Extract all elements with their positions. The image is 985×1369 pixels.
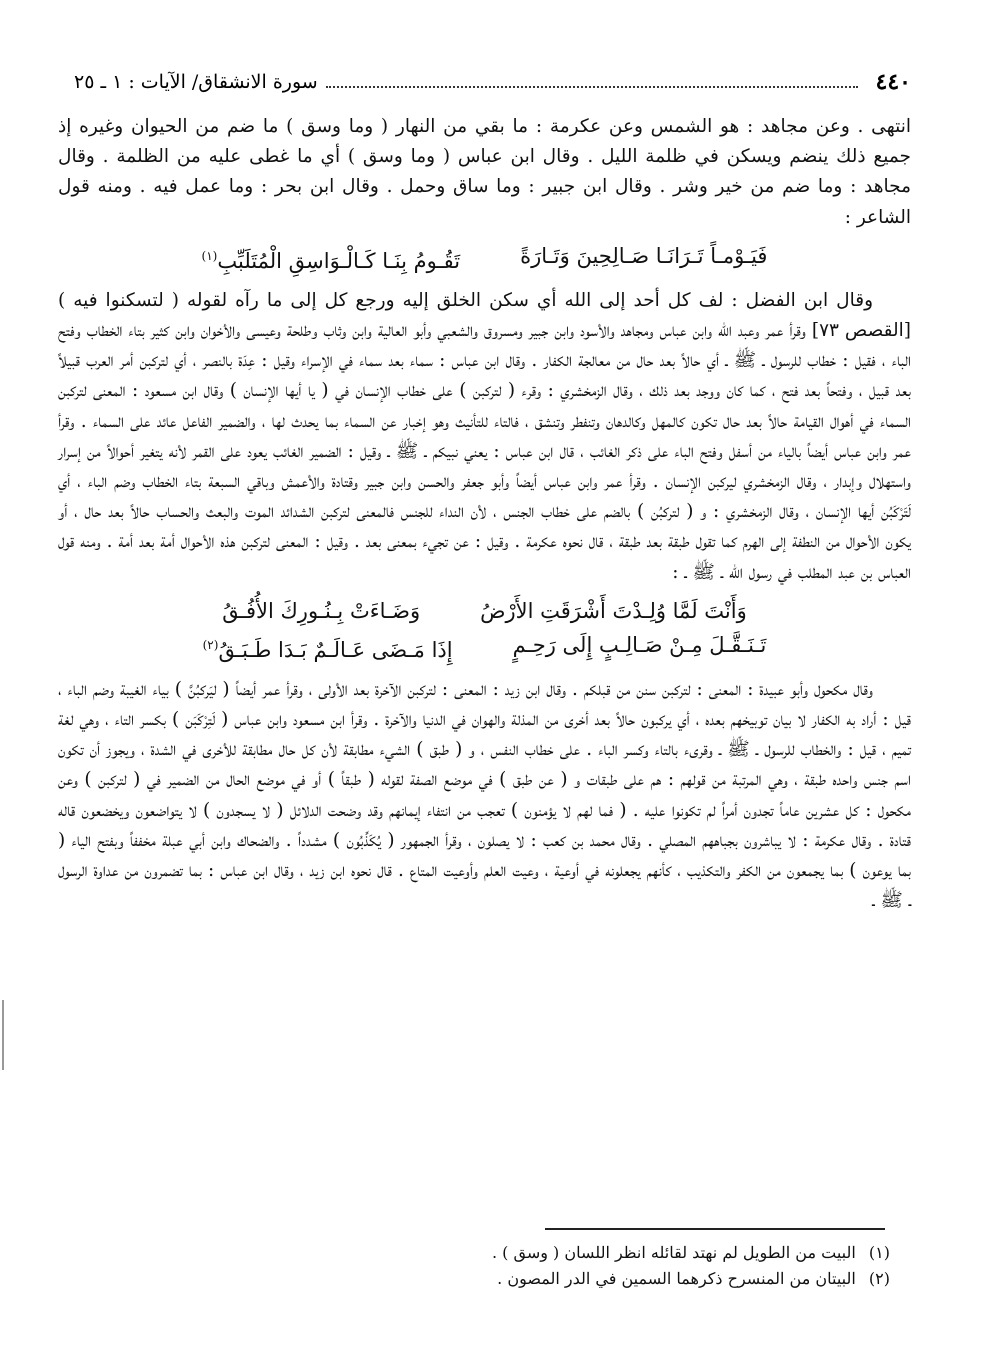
poetry-verse-2-line-2 bbox=[58, 628, 911, 667]
verse-2-line-2-left-text: إِذَا مَـضَى عَـالَـمٌ بَـدَا طَـبَـقُ bbox=[218, 637, 453, 662]
paragraph-3: وقال مكحول وأبو عبيدة : المعنى : لتركبن سنن من قبلكم . وقال ابن زيد : المعنى : لتركبن الآخرة بعد الأولى ، وقرأ عمر أيضاً ( ليَركبُنَّ ) بياء الغيبة وضم الباء ، قيل : أراد به الكفار لا بيان توبيخهم بعده ، أي يركبون حالاً بعد أخرى من المذلة والهوان في الدنيا والآخرة . وقرأ ابن مسعود وابن عباس ( لَتِرْكَبَن ) بكسر التاء ، وهي لغة تميم ، قيل : والخطاب للرسول ـ ﷺ ـ وقرىء بالتاء وكسر الباء . على خطاب النفس ، و ( طبق ) الشيء مطابقة لأن كل حال مطابقة للأخرى في الشدة ، ويجوز أن تكون اسم جنس واحده طبقة ، وهي المرتبة من قولهم : هم على طبقات و ( عن طبق ) في موضع الصفة لقوله ( طبقاً ) أو في موضع الحال من الضمير في ( لتركبن ) وعن مكحول : كل عشرين عاماً تجدون أمراً لم تكونوا عليه . ( فما لهم لا يؤمنون ) تعجب من انتفاء إيمانهم وقد وضحت الدلائل ( لا يسجدون ) لا يتواضعون ويخضعون قاله قتادة . وقال عكرمة : لا يباشرون بجباههم المصلي . وقال محمد بن كعب : لا يصلون ، وقرأ الجمهور ( يُكَذِّبُون ) مشدداً . والضحاك وابن أبي عبلة مخففاً وبفتح الياء ( بما يوعون ) بما يجمعون من الكفر والتكذيب ، كأنهم يجعلونه في أوعية ، وعيت العلم وأوعيت المتاع . قال نحوه ابن زيد ، وقال ابن عباس : بما تضمرون من عداوة الرسول ـ ﷺ ـ bbox=[58, 678, 911, 912]
page-number: ٤٤٠ bbox=[875, 69, 911, 95]
verse-2-line-1-right: وَأَنْتَ لَمَّا وُلِـدْتَ أَشْرَقَتِ الأَرْضُ bbox=[480, 598, 747, 623]
footnote-2 bbox=[300, 1266, 890, 1292]
verse-2-line-2-right: تَـنَـقَّـلَ مِـنْ صَـالِـبٍ إِلَى رَحِـمٍ bbox=[512, 632, 767, 657]
scan-edge-mark bbox=[2, 1000, 4, 1070]
verse-1-second-hemistich bbox=[202, 239, 461, 278]
footnote-1-number: (١) bbox=[868, 1243, 890, 1262]
header-dotted-leader bbox=[326, 85, 858, 88]
verse-2-line-2-left bbox=[203, 628, 453, 667]
footnote-marker-2: (٢) bbox=[202, 637, 219, 652]
footnotes bbox=[300, 1240, 890, 1292]
verse-2-line-1-left: وَضَـاءَتْ بِـنُـورِكَ الأُفُـقُ bbox=[222, 598, 421, 623]
footnote-1 bbox=[300, 1240, 890, 1266]
verse-1-second-hemistich-text: تَقُـومُ بِنَـا كَـالْـوَاسِقِ الْمُتَلَبِّبِ bbox=[217, 248, 461, 273]
footnote-marker-1: (١) bbox=[201, 248, 218, 263]
footnote-2-number: (٢) bbox=[868, 1269, 890, 1288]
poetry-verse-2-line-1 bbox=[58, 594, 911, 628]
surah-title: سورة الانشقاق/ الآيات : ١ ـ ٢٥ bbox=[74, 71, 318, 93]
footnote-2-text: البيتان من المنسرح ذكرهما السمين في الدر المصون . bbox=[497, 1269, 856, 1288]
footnote-1-text: البيت من الطويل لم نهتد لقائله انظر اللسان ( وسق ) . bbox=[491, 1243, 856, 1262]
paragraph-2: وقال ابن الفضل : لف كل أحد إلى الله أي سكن الخلق إليه ورجع كل إلى ما رآه لقوله ( لتسكنوا فيه ) [القصص ٧٣] وقرأ عمر وعبد الله وابن عباس ومجاهد والأسود وابن جبير ومسروق والشعبي وأبو العالية وابن وثاب وطلحة وعيسى والأخوان وابن كثير بتاء الخطاب وفتح الباء ، فقيل : خطاب للرسول ـ ﷺ ـ أي حالاً بعد حال من معالجة الكفار . وقال ابن عباس : سماء بعد سماء في الإسراء وقيل : عِدَة بالنصر ، أي لتركبن أمر العرب قبيلاً بعد قبيل ، وفتحاً بعد فتح ، كما كان ووجد بعد ذلك ، وقال الزمخشري : وقرء ( لتركبن ) على خطاب الإنسان في ( يا أيها الإنسان ) وقال ابن مسعود : المعنى لتركبن السماء في أهوال القيامة حالاً بعد حال تكون كالمهل وكالدهان وتنفطر وتنشق ، فالتاء للتأنيث وهو إخبار عن السماء بما يحدث لها ، والضمير الفاعل عائد على السماء . وقرأ عمر وابن عباس أيضاً بالياء من أسفل وفتح الباء على ذكر الغائب ، قال ابن عباس : يعني نبيكم ـ ﷺ ـ وقيل : الضمير الغائب يعود على القمر لأنه يتغير أحوالاً من إسرار واستهلال وإبدار ، وقال الزمخشري ليركبن الإنسان . وقرأ عمر وابن عباس أيضاً وأبو جعفر والحسن وابن جبير وقتادة والأعمش وباقي السبعة بتاء الخطاب وضم الباء ، أي لَتَرْكَبُن أيها الإنسان ، وقال الزمخشري : و ( لتركبُن ) بالضم على خطاب الجنس ، لأن النداء للجنس فالمعنى لتركبن الشدائد الموت والبعث والحساب حالاً بعد حال ، أو يكون الأحوال من النطفة إلى الهرم كما تقول طبقة بعد طبقة ، قال نحوه عكرمة . وقيل : عن تجيء بمعنى بعد . وقيل : المعنى لتركبن هذه الأحوال أمة بعد أمة . ومنه قول العباس بن عبد المطلب في رسول الله ـ ﷺ ـ : bbox=[58, 289, 911, 583]
footnote-separator bbox=[545, 1228, 885, 1230]
poetry-verse-1 bbox=[58, 239, 911, 278]
paragraph-1: انتهى . وعن مجاهد : هو الشمس وعن عكرمة : ما بقي من النهار ( وما وسق ) ما ضم من الحيوان وغيره إذ جميع ذلك ينضم ويسكن في ظلمة الليل . وقال ابن عباس ( وما وسق ) أي ما غطى عليه من الظلمة . وقال مجاهد : وما ضم من خير وشر . وقال ابن جبير : وما ساق وحمل . وقال ابن بحر : وما عمل فيه . ومنه قول الشاعر : bbox=[58, 116, 911, 228]
verse-1-first-hemistich: فَيَـوْمـاً تَـرَانَـا صَـالِحِينَ وَتَـارَةً bbox=[520, 243, 768, 268]
body-text bbox=[58, 112, 911, 916]
running-header bbox=[74, 62, 911, 102]
